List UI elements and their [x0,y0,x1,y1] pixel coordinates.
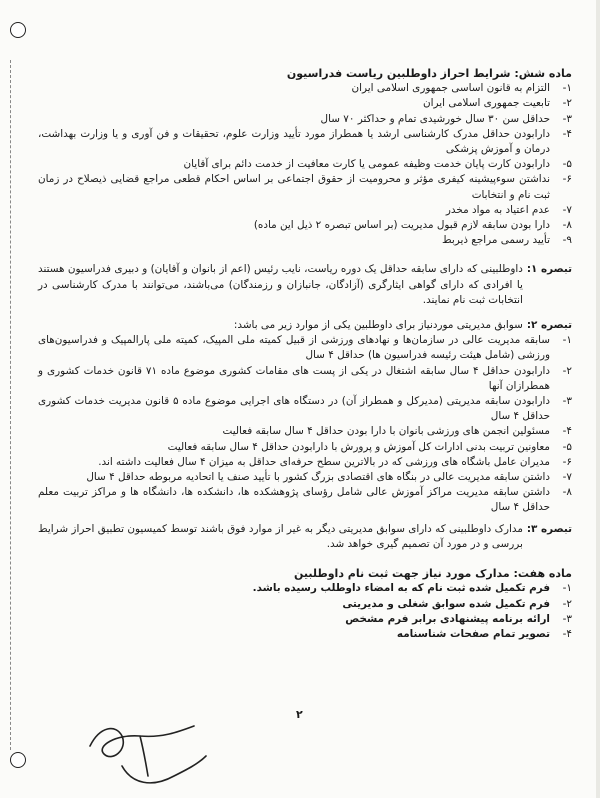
list-item: ۷- عدم اعتیاد به مواد مخدر [445,203,572,216]
list-item: ۴- دارابودن حداقل مدرک کارشناسی ارشد یا همطراز مورد تأیید وزارت علوم، تحقیقات و فن آوری و یا وزارت بهداشت، درمان و آموزش پزشکی [38,127,572,156]
list-item: ۷- داشتن سابقه مدیریت عالی در بنگاه های اقتصادی بزرگ کشور با تأیید صنف یا اتحادیه مربوطه حداقل ۴ سال [86,471,572,484]
note1-text: داوطلبینی که دارای سابقه حداقل یک دوره ریاست، نایب رئیس (اعم از بانوان و آقایان) و دبیری فدراسیون هستند یا افرادی که دارای گواهی ایثارگری (آزادگان، جانبازان و رزمندگان) می‌باشند، می‌توانند با مدرک کارشناسی در انتخابات ثبت نام نمایند. [38,263,523,306]
list-item: ۱- فرم تکمیل شده ثبت نام که به امضاء داوطلب رسیده باشد. [252,582,572,595]
margin-line [10,60,11,750]
note2-list [38,333,572,515]
list-item: ۱- سابقه مدیریت عالی در سازمان‌ها و نهادهای ورزشی از قبیل کمیته ملی المپیک، کمیته ملی پارالمپیک و فدراسیون‌های ورزشی (شامل هیئت رئیسه فدراسیون ها) حداقل ۴ سال [38,334,572,362]
article6-heading: ماده شش: شرایط احراز داوطلبین ریاست فدراسیون [286,67,572,80]
punch-hole [10,22,26,38]
list-item: ۳- ارائه برنامه پیشنهادی برابر فرم مشخص [345,612,572,625]
document-body [38,66,572,642]
list-item: ۴- تصویر تمام صفحات شناسنامه [396,627,572,640]
list-item: ۶- مدیران عامل باشگاه های ورزشی که در بالاترین سطح حرفه‌ای حداقل به میزان ۴ سال فعالیت داشته اند. [98,455,572,468]
list-item: ۳- دارابودن سابقه مدیریتی (مدیرکل و همطراز آن) در دستگاه های اجرایی موضوع ماده ۵ قانون مدیریت خدمات کشوری حداقل ۴ سال [38,395,572,423]
list-item: ۶- نداشتن سوءپیشینه کیفری مؤثر و محرومیت از حقوق اجتماعی بر اساس احکام قطعی مراجع قضایی ذیصلاح در زمان ثبت نام و انتخابات [38,173,572,201]
note2-label: تبصره ۲: [526,319,572,332]
punch-hole [10,752,26,768]
note2-intro: تبصره ۲: سوابق مدیریتی موردنیاز برای داوطلبین یکی از موارد زیر می باشد: [38,318,572,333]
list-item: ۵- دارابودن کارت پایان خدمت وظیفه عمومی یا کارت معافیت از خدمت دائم برای آقایان [183,158,572,171]
list-item: ۴- مسئولین انجمن های ورزشی بانوان با دارا بودن حداقل ۴ سال سابقه فعالیت [222,425,572,438]
list-item: ۳- حداقل سن ۳۰ سال خورشیدی تمام و حداکثر ۷۰ سال [320,112,572,125]
note1 [38,262,572,308]
note3-label: تبصره ۳: [526,522,572,535]
list-item: ۸- داشتن سابقه مدیریت مراکز آموزش عالی شامل رؤسای پژوهشکده ها، دانشکده ها، دانشگاه ها و مراکز تربیت معلم حداقل ۴ سال [38,486,572,514]
list-item: ۸- دارا بودن سابقه لازم قبول مدیریت (بر اساس تبصره ۲ ذیل این ماده) [253,219,572,232]
signature-icon [82,706,212,792]
list-item: ۲- فرم تکمیل شده سوابق شغلی و مدیریتی [342,597,572,610]
article7-list [38,581,572,642]
list-item: ۲- دارابودن حداقل ۴ سال سابقه اشتغال در یکی از پست های مقامات کشوری موضوع ماده ۷۱ قانون خدمات کشوری و همطرازان آنها [38,364,572,392]
list-item: ۲- تابعیت جمهوری اسلامی ایران [423,97,572,110]
scan-edge [596,0,600,798]
list-item: ۱- التزام به قانون اساسی جمهوری اسلامی ایران [351,82,572,95]
note3-text: مدارک داوطلبینی که دارای سوابق مدیریتی دیگر به غیر از موارد فوق باشند توسط کمیسیون تطبیق احراز شرایط بررسی و در مورد آن تصمیم گیری خواهد شد. [38,522,523,550]
list-item: ۹- تأیید رسمی مراجع ذیربط [442,234,572,247]
note1-label: تبصره ۱: [526,263,572,276]
page-number: ۲ [296,708,303,721]
note3 [38,522,572,552]
list-item: ۵- معاونین تربیت بدنی ادارات کل آموزش و پرورش با دارابودن حداقل ۴ سال سابقه فعالیت [167,440,572,453]
article7-heading: ماده هفت: مدارک مورد نیاز جهت ثبت نام داوطلبین [293,567,572,581]
article6-list [38,81,572,248]
